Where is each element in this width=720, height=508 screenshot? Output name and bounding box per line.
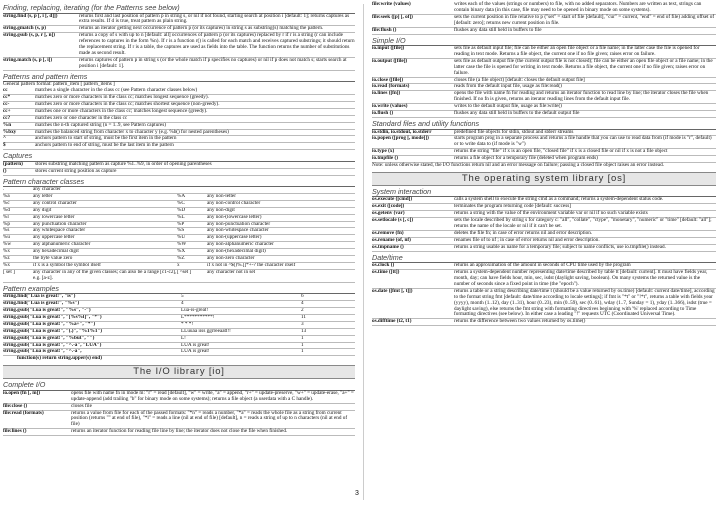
standard-files-table bbox=[372, 130, 716, 164]
section-standard-title: Standard files and utility functions bbox=[372, 120, 716, 130]
class-code: %S bbox=[177, 228, 207, 235]
class-description: any control character bbox=[33, 201, 177, 208]
row-name: io.stdin, io.stdout, io.stderr bbox=[372, 128, 432, 135]
row-name: file:lines () bbox=[3, 428, 27, 435]
class-description: any non-(hexadecimal digit) bbox=[207, 249, 355, 256]
row-name: cc? bbox=[3, 114, 11, 121]
row-description: opens file with name fn in mode m: "r" = read [default], "w" = write, "a" = append, "r+" = update-preserve, "w+" = update-erase, "a+" = update-append (add trailing "b" for binary mode on some systems); returns a file object (a userdata with a C handle). bbox=[71, 389, 354, 402]
row-description: calls a system shell to execute the string cmd as a command; returns a system-dependent status code. bbox=[454, 196, 664, 203]
class-code: %x bbox=[3, 249, 33, 256]
table-row bbox=[372, 46, 716, 59]
table-row bbox=[372, 270, 716, 289]
table-row bbox=[3, 429, 355, 436]
row-description: matches zero or one character in the class cc bbox=[35, 114, 128, 121]
row-name: io.type (x) bbox=[372, 148, 395, 155]
row-description: closes file (a file object) [default: closes the default output file] bbox=[454, 76, 585, 83]
row-description: returns a value from file for each of the passed formats: "*n" = reads a number, "*a" = reads the whole file as a string from current position (returns "" at end of file), "*l" = reads a line (nil at end of file) [default], n = reads a string of up to n characters (nil at end of file) bbox=[71, 409, 348, 428]
class-description: any non-alphanumeric character bbox=[207, 242, 355, 249]
row-name: ^ bbox=[3, 135, 7, 142]
class-code: x bbox=[177, 263, 207, 270]
examples-table bbox=[3, 294, 355, 356]
section-classes-title: Pattern character classes bbox=[3, 178, 355, 188]
class-description: any non-zero character bbox=[207, 256, 355, 263]
complete-io-table bbox=[3, 391, 355, 436]
table-row bbox=[372, 289, 716, 320]
left-column bbox=[3, 2, 355, 436]
row-description: sets the locale described by string s for category c: "all", "collate", "ctype", "monetary", "numeric" or "time" [default: "all"]; returns the name of the locale or nil if it can't be set. bbox=[454, 217, 712, 230]
row-name: io.popen ([prog [, mode]]) bbox=[372, 135, 429, 142]
column-divider bbox=[363, 4, 364, 500]
row-description: sets the current position in file relative to p ("set" = start of file [default], "cur" = current, "end" = end of file) adding offset of [default: zero]; returns new current position in file. bbox=[454, 13, 715, 26]
row-description: returns the string "file" if x is an open file, "closed file" if x is a closed file or nil if x is not a file object bbox=[454, 148, 668, 155]
row-name: string.gmatch (s, p) bbox=[3, 25, 46, 32]
row-name: os.setlocale (s [, c]) bbox=[372, 217, 414, 224]
example-count: 2 bbox=[301, 308, 355, 315]
row-description: closes file bbox=[71, 402, 92, 409]
row-name: file:flush () bbox=[372, 26, 397, 33]
class-code: %Z bbox=[177, 256, 207, 263]
row-name: string.match (s, p [, i]) bbox=[3, 56, 53, 63]
row-name: %bxy bbox=[3, 128, 17, 135]
row-description: writes to the default output file, usage as file:write() bbox=[454, 103, 562, 110]
row-name: os.clock () bbox=[372, 262, 395, 269]
row-name: io.tmpfile () bbox=[372, 155, 398, 162]
section-finding-title: Finding, replacing, iterating (for the Patterns see below) bbox=[3, 4, 355, 14]
class-description: the byte value zero bbox=[33, 256, 177, 263]
section-complete-io-title: Complete I/O bbox=[3, 381, 355, 391]
class-description: any non-(uppercase letter) bbox=[207, 235, 355, 242]
row-description: terminates the program returning code [default: success] bbox=[454, 203, 571, 210]
table-row bbox=[3, 391, 355, 404]
section-sysint-title: System interaction bbox=[372, 188, 716, 198]
table-row bbox=[3, 33, 355, 58]
file-methods-table bbox=[372, 2, 716, 35]
class-description: any hexadecimal digit bbox=[33, 249, 177, 256]
example-result: LLuuaa iiss ggrreeaatt!! bbox=[181, 329, 301, 336]
row-name: string.find (s, p [, i [, d]]) bbox=[3, 12, 58, 19]
table-row bbox=[372, 319, 716, 326]
row-description: reads from the default input file, usage as file:read() bbox=[454, 83, 562, 90]
table-row bbox=[372, 2, 716, 15]
row-description: returns a copy of s with up to n [default: all] occurrences of pattern p (or its captures) replaced by r if r is a string (r can include references to captures in the form %n). If r is a function r() is called for each match and receives captured substrings; it should return the replacement string. If r is a table, the captures are used as fields into the table. The function returns the number of substitutions made as second result. bbox=[79, 32, 355, 56]
row-description: writes each of the values (strings or numbers) to file, with no added separators. Numbers are written as text, strings can contain binary data (in this case, file may need to be opened in binary mode on some systems). bbox=[454, 1, 702, 13]
example-count: 1 bbox=[301, 336, 355, 343]
row-description: sets file as default input file; file can be either an open file object or a file name; in the latter case the file is opened for reading in text mode. Returns a file object, the current one if no file given; raises error on failure. bbox=[454, 45, 700, 57]
row-name: %n bbox=[3, 121, 12, 128]
class-code: [ set ] bbox=[3, 270, 33, 283]
row-description: matches the n-th captured string (n = 1..9, see Pattern captures) bbox=[35, 121, 166, 128]
row-name: (pattern) bbox=[3, 160, 23, 167]
table-row bbox=[372, 59, 716, 78]
table-row bbox=[3, 411, 355, 430]
row-name: file:close () bbox=[3, 402, 28, 409]
example-last-line: function(s) return string.upper(s) end) bbox=[17, 355, 102, 362]
row-description: anchors pattern to start of string, must be the first item in the pattern bbox=[35, 135, 177, 142]
patterns-table bbox=[3, 88, 355, 150]
section-captures-title: Captures bbox=[3, 152, 355, 162]
example-result: L***********! bbox=[181, 315, 301, 322]
page-number: 3 bbox=[355, 490, 359, 497]
section-patterns-title: Patterns and pattern items bbox=[3, 73, 355, 83]
class-description: any lowercase letter bbox=[33, 215, 177, 222]
class-code: %P bbox=[177, 222, 207, 229]
row-description: stores substring matching pattern as capture %1..%9, in order of opening parentheses bbox=[35, 160, 212, 167]
row-description: predefined file objects for stdin, stdout and stderr streams bbox=[454, 128, 574, 135]
class-code: %l bbox=[3, 215, 33, 222]
row-description: matches zero or more characters in the class cc; matches longest sequence (greedy). bbox=[35, 93, 209, 100]
row-description: returns a file object for a temporary file (deleted when program ends) bbox=[454, 155, 598, 162]
example-code: string.find("Lua is great!", "%s") bbox=[3, 301, 181, 308]
section-datetime-title: Date/time bbox=[372, 254, 716, 264]
row-name: io.lines ([fn]) bbox=[372, 90, 401, 97]
row-name: os.remove (fn) bbox=[372, 229, 404, 236]
row-description: returns an iterator getting next occurrence of pattern p (or its captures) in string s as substring(s) matching the pattern. bbox=[79, 25, 324, 32]
table-row bbox=[3, 58, 355, 71]
class-code: %u bbox=[3, 235, 33, 242]
row-description: flushes any data still held in buffers to file bbox=[454, 26, 542, 33]
row-description: returns a table or a string describing date/time t (should be a value returned by os.time) [default: current date/time], according to the format string fmt [default: date/time according to locale settings]; if fmt is "*t" or "!*t", returns a table with fields year (yyyy), month (1..12), day (1..31), hour (0..23), min (0..59), sec (0..61), wday (1..7, Sunday = 1), yday (1..366), isdst (true = daylight saving), else returns the fmt string with formatting directives beginning with '%' replaced according to Time formatting directives (see below). In either case a leading "!" requests UTC (Coordinated Universal Time). bbox=[454, 287, 715, 318]
datetime-table bbox=[372, 263, 716, 326]
class-description: any non-whitespace character bbox=[207, 228, 355, 235]
table-row bbox=[3, 143, 355, 150]
row-description: returns the difference between two values returned by os.time() bbox=[454, 318, 586, 325]
section-simple-io-title: Simple I/O bbox=[372, 37, 716, 47]
class-description: any digit bbox=[33, 208, 177, 215]
class-description: if x is a symbol the symbol itself bbox=[33, 263, 177, 270]
row-name: os.execute ([cmd]) bbox=[372, 196, 413, 203]
row-name: $ bbox=[3, 142, 6, 149]
row-description: renames file of to nf ; in case of error returns nil and error description. bbox=[454, 236, 600, 243]
example-code: string.gsub("Lua is great!", "%s", "-") bbox=[3, 308, 181, 315]
row-name: io.output ([file]) bbox=[372, 57, 408, 64]
row-name: os.exit ([code]) bbox=[372, 203, 405, 210]
class-description bbox=[207, 187, 355, 194]
class-code: %s bbox=[3, 228, 33, 235]
example-result: 4 bbox=[181, 301, 301, 308]
row-name: os.date ([fmt [, t]]) bbox=[372, 287, 413, 294]
example-result: Lua-is-great! bbox=[181, 308, 301, 315]
table-row bbox=[372, 245, 716, 252]
class-description: any letter bbox=[33, 194, 177, 201]
row-name: cc- bbox=[3, 100, 10, 107]
class-description: any whitespace character bbox=[33, 228, 177, 235]
row-description: sets file as default output file (the current output file is not closed); file can be either an open file object or a file name; in the latter case the file is opened for writing in text mode. Returns a file object, the current one if no file given; raises error on failure. bbox=[454, 57, 713, 76]
row-name: cc bbox=[3, 87, 8, 94]
row-description: flushes any data still held in buffers to the default output file bbox=[454, 110, 580, 117]
row-name: io.open (fn [, m]) bbox=[3, 389, 41, 396]
example-code: string.gsub("Lua is great!", "%a+", "*") bbox=[3, 322, 181, 329]
io-library-title: The I/O library [io] bbox=[3, 365, 355, 379]
class-code: %X bbox=[177, 249, 207, 256]
class-description: any character in any of the given classes; can also be a range [c1-c2], e.g. [a-z]. bbox=[33, 269, 177, 281]
section-examples-title: Pattern examples bbox=[3, 285, 355, 295]
row-name: io.write (values) bbox=[372, 103, 408, 110]
example-count: 3 bbox=[301, 322, 355, 329]
class-description: any character bbox=[33, 187, 177, 194]
example-count: 4 bbox=[301, 301, 355, 308]
captures-table bbox=[3, 162, 355, 176]
row-name: io.input ([file]) bbox=[372, 45, 405, 52]
class-description: any character not in set bbox=[207, 270, 355, 283]
class-code: %p bbox=[3, 222, 33, 229]
os-library-title: The operating system library [os] bbox=[372, 172, 716, 186]
standard-note: Note: unless otherwise stated, the I/O functions return nil and an error message on failure; passing a closed file object raises an error instead. bbox=[372, 162, 664, 169]
example-result: 5 bbox=[181, 294, 301, 301]
class-code: %C bbox=[177, 201, 207, 208]
class-description: any punctuation character bbox=[33, 222, 177, 229]
row-name: io.flush () bbox=[372, 110, 394, 117]
row-name: os.difftime (t2, t1) bbox=[372, 318, 412, 325]
simple-io-table bbox=[372, 46, 716, 118]
row-description: matches the balanced string from character x to character y (e.g. %b() for nested parentheses) bbox=[35, 128, 229, 135]
class-code: %L bbox=[177, 215, 207, 222]
class-code: . bbox=[3, 187, 33, 194]
example-code: string.gsub("Lua is great!", "[%s%l]", "*") bbox=[3, 315, 181, 322]
example-result: LUA is great! bbox=[181, 349, 301, 356]
table-row bbox=[372, 15, 716, 28]
example-code: string.gsub("Lua is great!", "(.)", "%1%1") bbox=[3, 329, 181, 336]
row-description: returns a string with the value of the environment variable var or nil if no such variable exists bbox=[454, 210, 648, 217]
table-row bbox=[372, 28, 716, 35]
class-description: if x not in ^$()%.[]*+-? the character itself bbox=[207, 263, 355, 270]
row-description: matches one or more characters in the class cc; matches longest sequence (greedy). bbox=[35, 107, 208, 114]
example-result: * * *! bbox=[181, 322, 301, 329]
patterns-intro: General pattern format: pattern_item [ pattern_items ] bbox=[3, 81, 115, 88]
row-description: returns a system-dependent number representing date/time described by table tt [default: current]. tt must have fields year, month, day; can have fields hour, min, sec, isdst (daylight saving, boolean). On many systems the returned value is the number of seconds since a fixed point in time (the "epoch"). bbox=[454, 269, 708, 287]
class-description: any non-punctuation character bbox=[207, 222, 355, 229]
example-result: L! bbox=[181, 336, 301, 343]
class-code: [ ^set ] bbox=[177, 270, 207, 283]
row-description: deletes the file fn; in case of error returns nil and error description. bbox=[454, 229, 593, 236]
row-description: matches a single character in the class cc (see Pattern character classes below) bbox=[35, 87, 198, 94]
example-count: 11 bbox=[301, 315, 355, 322]
example-code: string.gsub("Lua is great!", "^.-a", "LUA") bbox=[3, 343, 181, 350]
class-description: any alphanumeric character bbox=[33, 242, 177, 249]
class-description: any non-digit bbox=[207, 208, 355, 215]
example-count: 1 bbox=[301, 343, 355, 350]
class-code: %A bbox=[177, 194, 207, 201]
row-description: returns an approximation of the amount in seconds of CPU time used by the program bbox=[454, 262, 631, 269]
class-description: any non-control character bbox=[207, 201, 355, 208]
class-code: %W bbox=[177, 242, 207, 249]
row-description: stores current string position as capture bbox=[35, 167, 117, 174]
row-name: os.time ([tt]) bbox=[372, 269, 400, 276]
row-name: file:write (values) bbox=[372, 1, 411, 7]
row-description: returns a string usable as name for a temporary file; subject to name conflicts, use io.tmpfile() instead. bbox=[454, 243, 666, 250]
row-description: starts program prog in a separate process and returns a file handle that you can use to read data from (if mode is "r", default) or to write data to (if mode is "w") bbox=[454, 135, 712, 148]
table-row bbox=[3, 169, 355, 176]
class-code: %a bbox=[3, 194, 33, 201]
class-code bbox=[177, 187, 207, 194]
row-name: string.gsub (s, p, r [, n]) bbox=[3, 32, 55, 39]
row-name: cc+ bbox=[3, 107, 11, 114]
row-description: returns an iterator function for reading file line by line; the iterator does not close the file when finished. bbox=[71, 428, 288, 435]
example-count: 1 bbox=[301, 349, 355, 356]
class-code: %D bbox=[177, 208, 207, 215]
class-code: %d bbox=[3, 208, 33, 215]
row-description: returns captures of pattern p in string s (or the whole match if p specifies no captures) or nil if p does not match s; starts search at position i [default: 1]. bbox=[79, 56, 347, 69]
class-description: any uppercase letter bbox=[33, 235, 177, 242]
row-name: cc* bbox=[3, 93, 11, 100]
example-count: 6 bbox=[301, 294, 355, 301]
class-code: %w bbox=[3, 242, 33, 249]
example-result: LUA is great! bbox=[181, 343, 301, 350]
example-code: string.find("Lua is great!", "is") bbox=[3, 294, 181, 301]
row-name: io.close ([file]) bbox=[372, 76, 404, 83]
row-description: matches zero or more characters in the class cc; matches shortest sequence (non-greedy). bbox=[35, 100, 220, 107]
right-column bbox=[372, 2, 716, 326]
row-description: returns first and last position of pattern p in string s, or nil if not found, starting search at position i [default: 1]; returns captures as extra results. If d is true, treat pattern as plain string. bbox=[79, 12, 350, 25]
finding-table bbox=[3, 14, 355, 71]
row-description: anchors pattern to end of string, must be the last item in the pattern bbox=[35, 142, 174, 149]
class-description: any non-(lowercase letter) bbox=[207, 215, 355, 222]
row-name: os.tmpname () bbox=[372, 243, 404, 250]
example-count: 13 bbox=[301, 329, 355, 336]
example-code: string.gsub("Lua is great!", "%but", "") bbox=[3, 336, 181, 343]
class-code: %z bbox=[3, 256, 33, 263]
row-name: file:seek ([p] [, of]) bbox=[372, 13, 413, 20]
class-code: %c bbox=[3, 201, 33, 208]
classes-table bbox=[3, 187, 355, 283]
row-name: io.read (formats) bbox=[372, 83, 410, 90]
row-description: opens the file with name fn for reading and returns an iterator function to read line by line; the iterator closes the file when finished. If no fn is given, returns an iterator reading lines from the default input file. bbox=[454, 90, 709, 103]
row-name: os.rename (of, nf) bbox=[372, 236, 411, 243]
class-code: %x bbox=[3, 263, 33, 270]
example-code: string.gsub("Lua is great!", "^.-a", bbox=[3, 349, 181, 356]
row-name: () bbox=[3, 167, 7, 174]
class-code: %U bbox=[177, 235, 207, 242]
row-name: os.getenv (var) bbox=[372, 210, 405, 217]
row-name: file:read (formats) bbox=[3, 409, 44, 416]
table-row bbox=[372, 111, 716, 118]
class-description: any non-letter bbox=[207, 194, 355, 201]
system-interaction-table bbox=[372, 197, 716, 251]
